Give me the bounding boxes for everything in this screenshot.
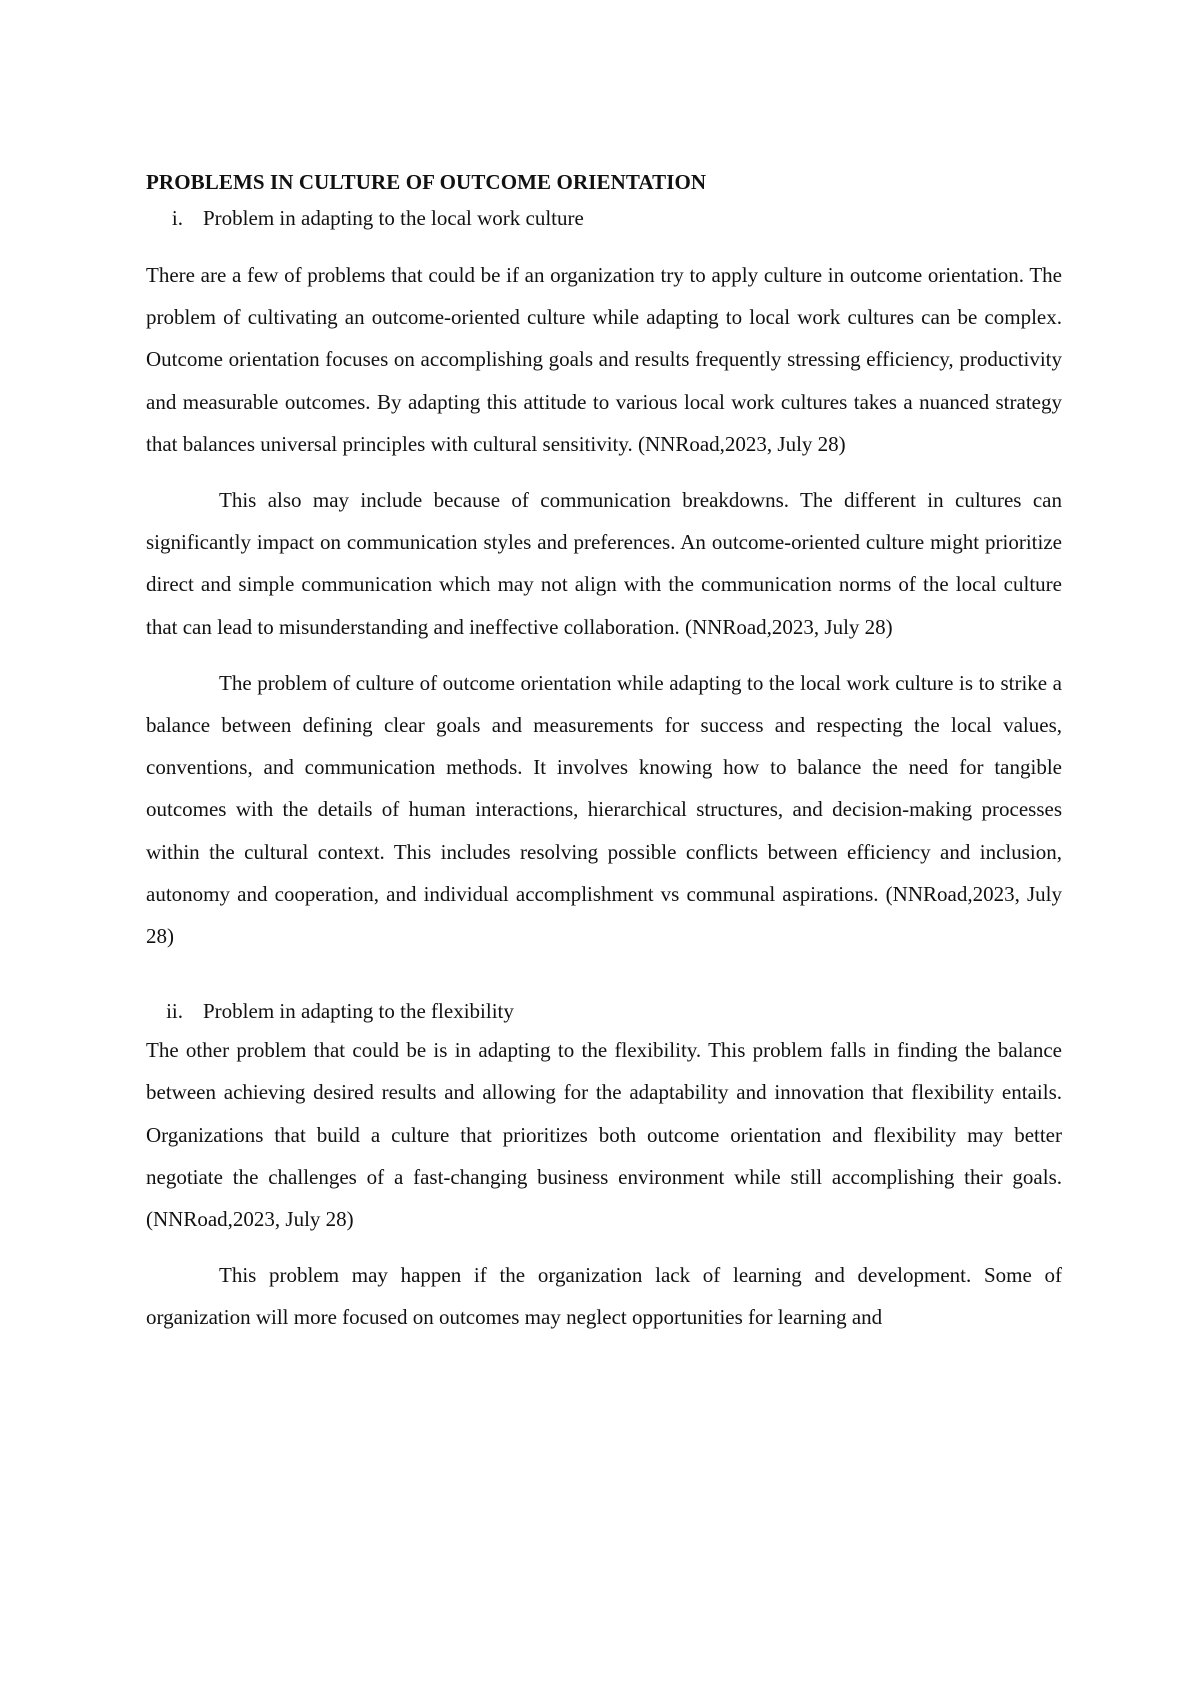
- section-1-title-text: Problem in adapting to the local work culture: [203, 206, 584, 230]
- paragraph: The problem of culture of outcome orientation while adapting to the local work culture is to strike a balance between defining clear goals and measurements for success and respecting the local values, conventions, and communication methods. It involves knowing how to balance the need for tangible outcomes with the details of human interactions, hierarchical structures, and decision-making processes within the cultural context. This includes resolving possible conflicts between efficiency and inclusion, autonomy and cooperation, and individual accomplishment vs communal aspirations. (NNRoad,2023, July 28): [146, 670, 1062, 949]
- section-1-title: [146, 204, 1062, 232]
- paragraph: The other problem that could be is in adapting to the flexibility. This problem falls in finding the balance between achieving desired results and allowing for the adaptability and innovation that flexibility entails. Organizations that build a culture that prioritizes both outcome orientation and flexibility may better negotiate the challenges of a fast-changing business environment while still accomplishing their goals. (NNRoad,2023, July 28): [146, 1038, 1062, 1232]
- paragraph: There are a few of problems that could be if an organization try to apply culture in outcome orientation. The problem of cultivating an outcome-oriented culture while adapting to local work cultures can be complex. Outcome orientation focuses on accomplishing goals and results frequently stressing efficiency, productivity and measurable outcomes. By adapting this attitude to various local work cultures takes a nuanced strategy that balances universal principles with cultural sensitivity. (NNRoad,2023, July 28): [146, 263, 1062, 456]
- section-1-number: i.: [171, 206, 183, 230]
- section-2-title-text: Problem in adapting to the flexibility: [203, 999, 514, 1024]
- section-2-title: [146, 997, 1062, 1025]
- document-heading: PROBLEMS IN CULTURE OF OUTCOME ORIENTATION: [146, 170, 707, 194]
- paragraph: This also may include because of communication breakdowns. The different in cultures can significantly impact on communication styles and preferences. An outcome-oriented culture might prioritize direct and simple communication which may not align with the communication norms of the local culture that can lead to misunderstanding and ineffective collaboration. (NNRoad,2023, July 28): [146, 488, 1062, 639]
- paragraph: This problem may happen if the organization lack of learning and development. Some of organization will more focused on outcomes may neglect opportunities for learning and: [146, 1263, 1062, 1330]
- section-2-number: ii.: [166, 999, 183, 1024]
- document-body: [146, 168, 1062, 1339]
